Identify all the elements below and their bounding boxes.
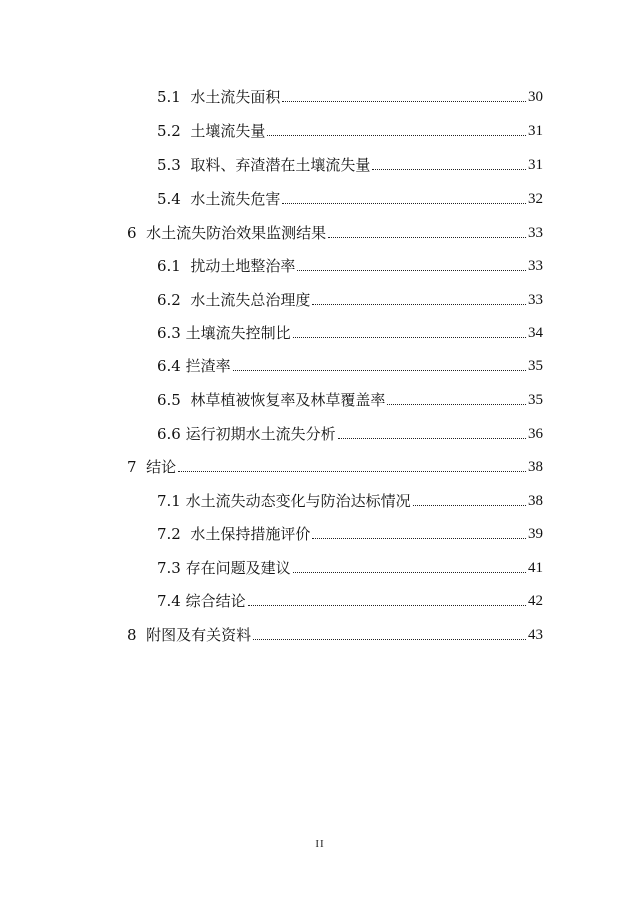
- toc-entry-7-2[interactable]: [157, 521, 543, 543]
- dot-leader: [328, 237, 526, 238]
- toc-entry-label: 6.3 土壤流失控制比: [157, 324, 291, 342]
- toc-entry-label: 7 结论: [127, 458, 177, 476]
- toc-entry-label: 6.2 水土流失总治理度: [157, 291, 311, 309]
- toc-entry-7-1[interactable]: [157, 488, 543, 510]
- dot-leader: [233, 370, 526, 371]
- toc-entry-5-3[interactable]: [157, 152, 543, 174]
- toc-entry-page: 41: [528, 560, 543, 576]
- toc-entry-6-3[interactable]: [157, 320, 543, 342]
- toc-entry-page: 33: [528, 292, 543, 308]
- toc-entry-5-2[interactable]: [157, 118, 543, 140]
- dot-leader: [338, 438, 526, 439]
- dot-leader: [372, 169, 526, 170]
- toc-entry-label: 6.1 扰动土地整治率: [157, 257, 296, 275]
- toc-entry-page: 38: [528, 459, 543, 475]
- toc-entry-page: 35: [528, 392, 543, 408]
- toc-entry-page: 33: [528, 258, 543, 274]
- toc-entry-label: 6.6 运行初期水土流失分析: [157, 425, 336, 443]
- toc-entry-7-3[interactable]: [157, 555, 543, 577]
- toc-entry-label: 7.3 存在问题及建议: [157, 559, 291, 577]
- toc-entry-6-1[interactable]: [157, 253, 543, 275]
- toc-entry-page: 33: [528, 225, 543, 241]
- dot-leader: [253, 639, 526, 640]
- toc-entry-page: 38: [528, 493, 543, 509]
- toc-entry-label: 6.4 拦渣率: [157, 357, 231, 375]
- toc-entry-label: 5.2 土壤流失量: [157, 122, 266, 140]
- dot-leader: [282, 101, 526, 102]
- dot-leader: [297, 270, 526, 271]
- toc-entry-label: 8 附图及有关资料: [127, 626, 252, 644]
- toc-entry-page: 42: [528, 593, 543, 609]
- toc-entry-label: 5.3 取料、弃渣潜在土壤流失量: [157, 156, 371, 174]
- dot-leader: [293, 337, 526, 338]
- toc-entry-page: 39: [528, 526, 543, 542]
- dot-leader: [312, 538, 526, 539]
- toc-entry-label: 7.4 综合结论: [157, 592, 246, 610]
- dot-leader: [387, 404, 526, 405]
- toc-entry-page: 31: [528, 123, 543, 139]
- dot-leader: [413, 505, 526, 506]
- dot-leader: [267, 135, 526, 136]
- toc-entry-label: 5.4 水土流失危害: [157, 190, 281, 208]
- toc-entry-label: 7.2 水土保持措施评价: [157, 525, 311, 543]
- toc-entry-6-4[interactable]: [157, 353, 543, 375]
- dot-leader: [293, 572, 526, 573]
- page-number: II: [315, 838, 325, 850]
- toc-entry-label: 6.5 林草植被恢复率及林草覆盖率: [157, 391, 386, 409]
- toc-entry-5-1[interactable]: [157, 84, 543, 106]
- toc-entry-page: 36: [528, 426, 543, 442]
- toc-entry-page: 30: [528, 89, 543, 105]
- toc-entry-page: 35: [528, 358, 543, 374]
- toc-entry-label: 5.1 水土流失面积: [157, 88, 281, 106]
- dot-leader: [178, 471, 526, 472]
- dot-leader: [248, 605, 526, 606]
- toc-entry-7[interactable]: [127, 454, 543, 476]
- toc-entry-page: 31: [528, 157, 543, 173]
- toc-entry-6-5[interactable]: [157, 387, 543, 409]
- toc-entry-page: 34: [528, 325, 543, 341]
- toc-entry-6-2[interactable]: [157, 287, 543, 309]
- dot-leader: [312, 304, 526, 305]
- toc-entry-7-4[interactable]: [157, 588, 543, 610]
- toc-entry-6[interactable]: [127, 220, 543, 242]
- toc-entry-page: 43: [528, 627, 543, 643]
- toc-entry-5-4[interactable]: [157, 186, 543, 208]
- toc-entry-label: 7.1 水土流失动态变化与防治达标情况: [157, 492, 411, 510]
- toc-entry-6-6[interactable]: [157, 421, 543, 443]
- dot-leader: [282, 203, 526, 204]
- toc-entry-8[interactable]: [127, 622, 543, 644]
- toc-entry-page: 32: [528, 191, 543, 207]
- toc-entry-label: 6 水土流失防治效果监测结果: [127, 224, 327, 242]
